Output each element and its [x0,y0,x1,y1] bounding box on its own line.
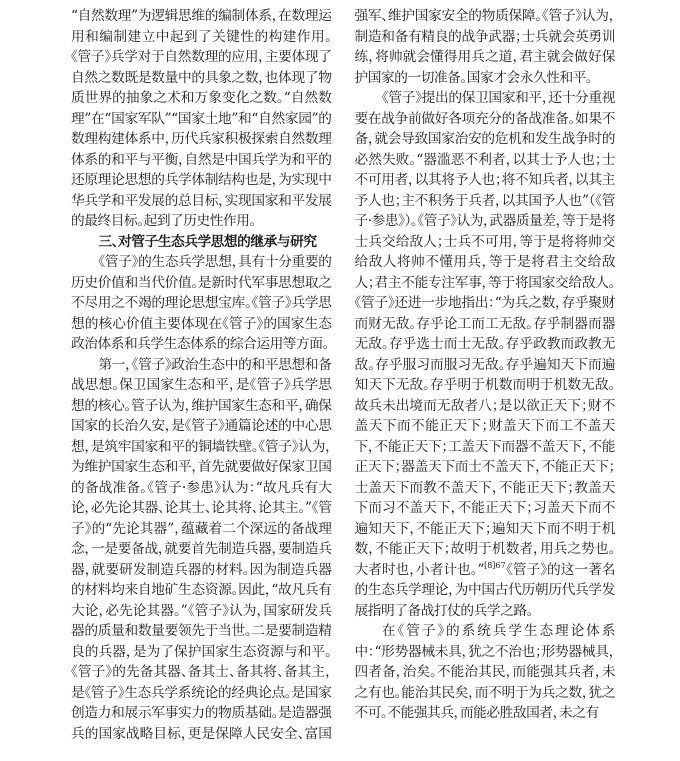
paragraph-peace-and-war-preparation: 第一，《管子》政治生态中的和平思想和备战思想。保卫国家生态和平，是《管子》兵学思想的核心。管子认为，维护国家生态和平，确保国家的长治久安，是《管子》通篇论述的中心思想，是筑牢国家和平的铜墙铁壁。《管子》认为，为维护国家生态和平，首先就要做好保家卫国的备战准备。《管子·参患》认为：“故凡兵有大论，必先论其器、论其士、论其将、论其主。”《管子》的“先论其器”，蕴藏着二个深远的备战理念，一是要备战，就要首先制造兵器，要制造兵器，就要研发制造兵器的材料。因为制造兵器的材料均来自地矿生态资源。因此，“故凡兵有大论，必先论其器。”《管子》认为，国家研发兵器的质量和数量要领先于当世。二是要制造精良的兵器，是为了保护国家生态资源与和平。《管子》的先备其器、备其士、备其将、备其主，是《管子》生态兵学系统论的经典论点。是国家创造力和展示军事实力的物质基础。是造器强兵的国家战略目标，更是保障人民安全、富国强军、维护国家安全的物质保障。《管子》认为，制造和备有精良的战争武器；士兵就会英勇训练，将帅就会懂得用兵之道，君主就会做好保护国家的一切准备。国家才会永久性和平。 [71,8,615,742]
quote-text: 《管子》提出的保卫国家和平，还十分重视要在战争前做好各项充分的备战准备。如果不备，就会导致国家治安的危机和发生战争时的必然失败。“器滥恶不利者，以其士予人也；士不可用者，以其将予人也；将不知兵者，以其主予人也；主不积务于兵者，以其国予人也”（《管子·参患》）。《管子》认为，武器质量差，等于是将士兵交给敌人；士兵不可用，等于是将将帅交给敌人将帅不懂用兵，等于是将君主交给敌人；君主不能专注军事，等于将国家交给敌人。《管子》还进一步地指出：“为兵之数，存乎聚财而财无敌。存乎论工而工无敌。存乎制器而器无敌。存乎选士而士无敌。存乎政教而政教无敌。存乎服习而服习无敌。存乎遍知天下而遍知天下无敌。存乎明于机数而明于机数无敌。故兵未出境而无敌者八；是以欲正天下；财不盖天下而不能正天下；财盖天下而工不盖天下，不能正天下；工盖天下而器不盖天下，不能正天下；器盖天下而士不盖天下，不能正天下；士盖天下而教不盖天下，不能正天下；教盖天下而习不盖天下，不能正天下；习盖天下而不遍知天下，不能正天下；遍知天下而不明于机数，不能正天下；故明于机数者，用兵之势也。大者时也，小者计也。” [354,90,615,578]
quote-commentary: 《管子》的这一著名的生态兵学理论，为中国古代历朝历代兵学发展指明了备战打仗的兵学之路。 [354,561,615,619]
article-body [71,6,615,752]
paragraph-value: 《管子》的生态兵学思想，具有十分重要的历史价值和当代价值。是新时代军事思想取之不尽用之不竭的理论思想宝库。《管子》兵学思想的核心价值主要体现在《管子》的国家生态政治体系和兵学生态体系的综合运用等方面。 [71,254,332,352]
section-heading: 三、对管子生态兵学思想的继承与研究 [98,233,317,250]
citation-ref: [8]67 [484,560,506,570]
paragraph-natural-numbers: “自然数理”为逻辑思维的编制体系，在数理运用和编制建立中起到了关键性的构建作用。《管子》兵学对于自然数理的应用，主要体现了自然之数既是数量中的具象之数，也体现了物质世界的抽象之术和万象变化之数。“自然数理”在“国家军队”“国家土地”和“自然家园”的数理构建体系中，历代兵家积极探索自然数理体系的和平与平衡，自然是中国兵学为和平的还原理论思想的兵学体制结构也是，为实现中华兵学和平发展的总目标，实现国家和平发展的最终目标。起到了历史性作用。 [71,8,332,229]
paragraph-preparation-before-war [355,88,616,621]
paragraph-system-theory: 在《管子》的系统兵学生态理论体系中：“形势器械未具，犹之不治也；形势器械具，四者备，治矣。不能治其民，而能强其兵者，未之有也。能治其民矣，而不明于为兵之数，犹之不可。不能强其兵，而能必胜敌国者，未之有 [354,623,615,721]
